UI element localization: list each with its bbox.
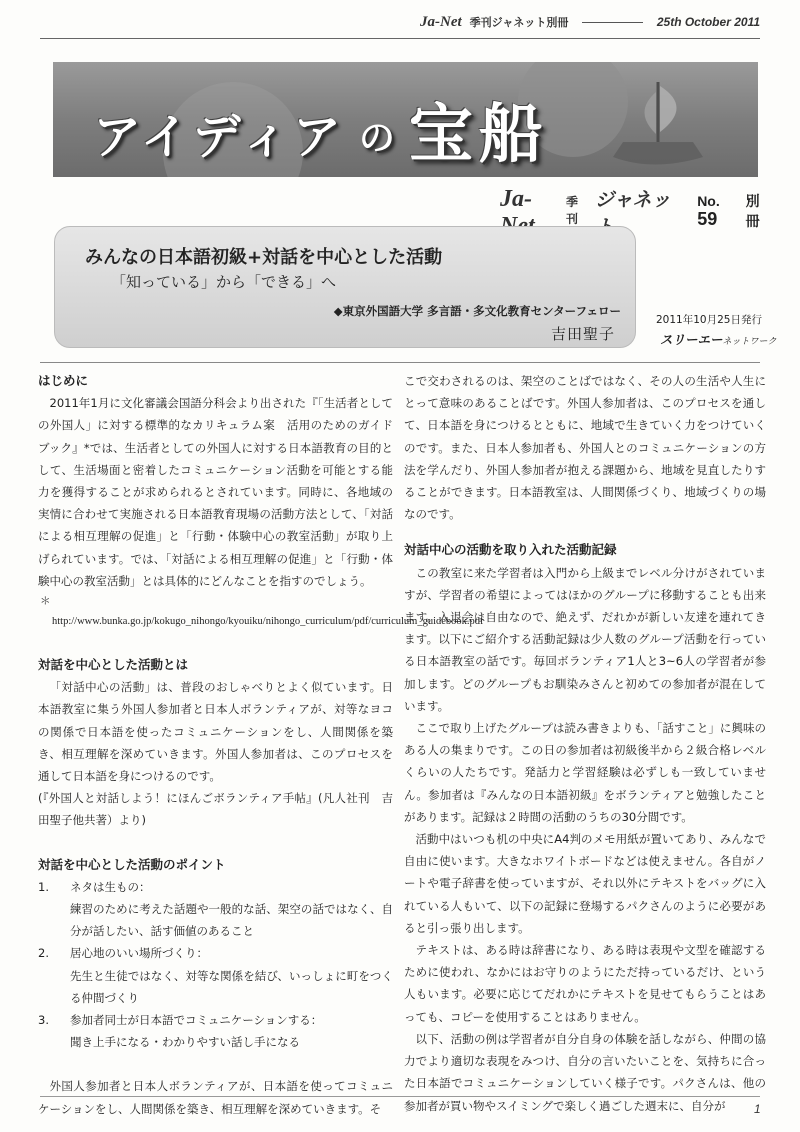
author-name: 吉田聖子 xyxy=(550,325,615,343)
list-item-desc: 先生と生徒ではなく、対等な関係を結び、いっしょに町をつくる仲間づくり xyxy=(70,968,393,1005)
section-heading-points: 対話を中心とした活動のポイント xyxy=(38,856,226,872)
intro-paragraph: 2011年1月に文化審議会国語分科会より出された『「生活者としての外国人」に対する標準的なカリキュラム案 活用のためのガイドブック』*では、生活者としての外国人に対する日本語教育の目的として、生活場面と密着したコミュニケーション活動を可能とする能力を獲得することが求められるとされています。同時に、各地域の実情に合わせて実施される日本語教育現場の活動方法として、「対話による相互理解の促進」と「行動・体験中心の教室活動」が取り上げられています。では、「対話による相互理解の促進」と「行動・体験中心の教室活動」とは具体的にどんなことを指すのでしょう。 xyxy=(38,396,393,588)
header-publication: 季刊ジャネット別冊 xyxy=(469,16,569,29)
title-banner xyxy=(53,62,758,177)
issue-name: ジャネッ xyxy=(594,189,671,211)
list-item-desc: 練習のために考えた話題や一般的な話、架空の話ではなく、自分が話したい、話す価値のあること xyxy=(70,902,393,939)
section-heading-record: 対話中心の活動を取り入れた活動記録 xyxy=(404,542,617,558)
header-date: 25th October 2011 xyxy=(656,15,760,29)
left-column xyxy=(38,370,484,1120)
banner-title-no: の xyxy=(358,118,395,159)
banner-title-takarabune: 宝船 xyxy=(408,97,549,172)
record-paragraph-1: この教室に来た学習者は入門から上級までレベル分けがされていますが、学習者の希望によってはほかのグループに移動することも出来ます。入退会は自由なので、絶えず、だれかが新しい友達を連れてきます。以下にご紹介する活動記録は少人数のグループ活動を行っている日本語教室の話です。毎回ボランティア1人と3~6人の学習者が参加します。どのグループもお馴染みさんと初めての参加者が混在しています。 xyxy=(404,565,766,713)
list-item: 2. 居心地のいい場所づくり： xyxy=(38,946,208,961)
closing-paragraph: 外国人参加者と日本人ボランティアが、日本語を使ってコミュニケーションをし、人間関係を築き、相互理解を深めていきます。そ xyxy=(38,1079,393,1116)
publisher-name: スリーエーネットワーク xyxy=(660,332,777,347)
section-heading-dialogue: 対話を中心とした活動とは xyxy=(38,657,189,673)
list-item-desc: 聞き上手になる・わかりやすい話し手になる xyxy=(70,1035,300,1050)
issue-brand: Ja- xyxy=(500,186,532,212)
continued-paragraph: こで交わされるのは、架空のことばではなく、その人の生活や人生にとって意味のあることばです。外国人参加者は、このプロセスを通して、日本語を身につけるとともに、地域で生きていく力をつけていくのです。また、日本人参加者も、外国人とのコミュニケーションの方法を学んだり、外国人参加者が抱える課題から、地域を見直したりすることができます。日本語教室は、人間関係づくり、地域づくりの場なのです。 xyxy=(404,374,766,522)
publish-date: 2011年10月25日発行 xyxy=(656,314,762,326)
right-column xyxy=(404,370,766,1117)
header-brand: Ja-Net xyxy=(420,13,462,30)
banner-title-idea: アイディア xyxy=(93,109,345,165)
record-paragraph-2: ここで取り上げたグループは読み書きよりも、「話すこと」に興味のある人の集まりです。この日の参加者は初級後半から２級合格レベルくらいの人たちです。発話力と学習経験は必ずしも一致していません。参加者は『みんなの日本語初級』をボランティアと勉強したことがあります。記録は２時間の活動のうちの30分間です。 xyxy=(404,721,766,824)
running-header xyxy=(420,10,760,34)
issue-bessatsu: 別冊 xyxy=(745,194,760,230)
dialogue-paragraph: 「対話中心の活動」は、普段のおしゃべりとよく似ています。日本語教室に集う外国人参加者と日本人ボランティアが、対等なヨコの関係で日本語を使ったコミュニケーションをし、人間関係を築き、相互理解を深めていきます。外国人参加者は、このプロセスを通して日本語を身につけるのです。 xyxy=(38,680,393,784)
list-item: 3. 参加者同士が日本語でコミュニケーションする： xyxy=(38,1013,323,1028)
author-affiliation: ◆東京外国語大学 多言語・多文化教育センターフェロー xyxy=(333,304,621,318)
list-item: 1. ネタは生もの： xyxy=(38,879,151,894)
record-paragraph-4: テキストは、ある時は辞書になり、ある時は表現や文型を確認するために使われ、なかにはお守りのようにただ持っているだけ、という人もいます。必要に応じてだれかにテキストを見せてもらうことはあっても、コピーを使用することはありません。 xyxy=(404,943,766,1024)
header-divider xyxy=(40,38,760,39)
issue-kikan: 季刊 xyxy=(565,195,578,226)
body-divider xyxy=(40,362,760,363)
banner-title xyxy=(93,72,549,172)
section-heading-intro: はじめに xyxy=(38,373,89,388)
article-title: みんなの日本語初級+対話を中心とした活動 xyxy=(85,247,443,268)
page-number: 1 xyxy=(754,1102,761,1116)
issue-line xyxy=(500,185,770,230)
points-list xyxy=(38,876,393,1054)
record-paragraph-5: 以下、活動の例は学習者が自分自身の体験を話しながら、仲間の協力でより適切な表現をみつけ、自分の言いたいことを、気持ちに合った日本語でコミュニケーションしていく様子です。パクさんは、他の参加者が買い物やスイミングで楽しく過ごした週末に、自分が xyxy=(404,1031,766,1113)
footnote-url: ＊ http://www.bunka.go.jp/kokugo_nihongo/kyouiku/nihongo_curriculum/pdf/curriculum_guidebook.pdf xyxy=(40,596,484,628)
record-paragraph-3: 活動中はいつも机の中央にA4判のメモ用紙が置いてあり、みんなで自由に使います。大きなホワイトボードなどは使えません。各自がノートや電子辞書を使っていますが、それ以外にテキストをバッグに入れている人もいて、以下の記録に登場するパクさんのように必要があると引っ張り出します。 xyxy=(404,832,766,935)
issue-number: No. 59 xyxy=(697,193,720,229)
footer-divider xyxy=(40,1096,760,1097)
citation: (『外国人と対話しよう！にほんごボランティア手帖』(凡人社刊 吉田聖子他共著）より) xyxy=(38,791,393,828)
header-rule xyxy=(582,22,642,23)
article-title-box xyxy=(54,226,636,348)
article-subtitle: 「知っている」から「できる」へ xyxy=(111,273,337,291)
